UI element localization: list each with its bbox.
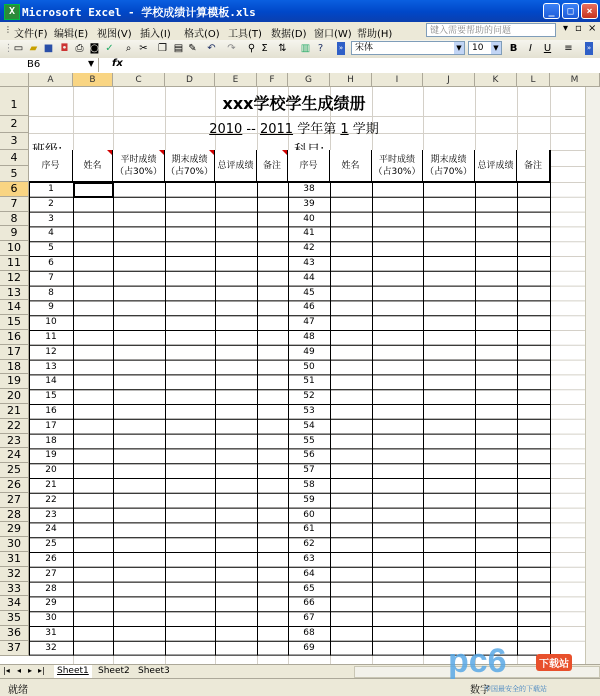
paste-icon[interactable]: ▤ xyxy=(173,43,184,54)
student-number-right[interactable]: 47 xyxy=(303,317,315,328)
row-header-4[interactable]: 4 xyxy=(0,150,29,166)
row-header-35[interactable]: 35 xyxy=(0,611,29,626)
student-number-left[interactable]: 14 xyxy=(45,376,57,387)
menu-format[interactable]: 格式(O) xyxy=(184,29,220,40)
row-header-9[interactable]: 9 xyxy=(0,226,29,241)
row-header-15[interactable]: 15 xyxy=(0,315,29,330)
student-number-left[interactable]: 29 xyxy=(45,598,57,609)
student-number-left[interactable]: 12 xyxy=(45,346,57,357)
student-number-right[interactable]: 59 xyxy=(303,494,315,505)
row-header-26[interactable]: 26 xyxy=(0,478,29,493)
row-header-3[interactable]: 3 xyxy=(0,133,29,150)
student-number-right[interactable]: 44 xyxy=(303,272,315,283)
column-header-l[interactable]: L xyxy=(517,73,550,87)
year-start: 2010 xyxy=(209,122,243,137)
student-number-left[interactable]: 22 xyxy=(45,494,57,505)
student-number-right[interactable]: 50 xyxy=(303,361,315,372)
next-sheet-icon[interactable]: ▸ xyxy=(28,666,33,675)
select-all-corner[interactable] xyxy=(0,73,29,87)
align-left-icon[interactable]: ≡ xyxy=(564,43,573,54)
name-box[interactable] xyxy=(3,58,99,72)
row-header-19[interactable]: 19 xyxy=(0,374,29,389)
student-number-left[interactable]: 11 xyxy=(45,332,57,342)
menu-tools[interactable]: 工具(T) xyxy=(228,29,262,40)
toolbar-options-icon[interactable]: » xyxy=(337,42,345,55)
row-header-27[interactable]: 27 xyxy=(0,493,29,508)
student-number-left[interactable]: 16 xyxy=(45,406,57,416)
row-header-20[interactable]: 20 xyxy=(0,389,29,404)
column-header-a[interactable]: A xyxy=(29,73,73,87)
student-number-left[interactable]: 3 xyxy=(48,213,54,224)
student-number-left[interactable]: 24 xyxy=(45,524,57,535)
student-number-right[interactable]: 49 xyxy=(303,346,315,357)
student-number-left[interactable]: 4 xyxy=(48,228,54,239)
doc-close-icon[interactable]: × xyxy=(588,23,597,34)
row-header-6[interactable]: 6 xyxy=(0,182,29,197)
year-end: 2011 xyxy=(259,122,294,137)
header-cell-e[interactable]: 总评成绩 xyxy=(215,150,257,182)
term-line xyxy=(29,118,559,137)
student-number-right[interactable]: 43 xyxy=(303,258,315,268)
header-cell-b[interactable]: 姓名 xyxy=(73,150,113,182)
student-number-right[interactable]: 55 xyxy=(303,435,315,446)
header-cell-d[interactable]: 期末成绩（占70%） xyxy=(165,150,215,182)
menu-dropdown-icon[interactable]: ▾ xyxy=(563,23,569,34)
font-name-value: 宋体 xyxy=(355,43,374,53)
row-header-23[interactable]: 23 xyxy=(0,434,29,449)
student-number-right[interactable]: 60 xyxy=(303,509,315,520)
student-number-left[interactable]: 15 xyxy=(45,391,57,402)
student-number-left[interactable]: 31 xyxy=(45,628,57,638)
status-ready: 就绪 xyxy=(8,685,28,696)
row-header-34[interactable]: 34 xyxy=(0,596,29,611)
header-cell-l[interactable]: 备注 xyxy=(517,150,550,182)
font-size-select[interactable] xyxy=(468,41,502,55)
row-header-21[interactable]: 21 xyxy=(0,404,29,419)
title-bar xyxy=(0,0,600,22)
header-cell-k[interactable]: 总评成绩 xyxy=(475,150,517,182)
student-number-left[interactable]: 7 xyxy=(48,272,54,283)
student-number-right[interactable]: 38 xyxy=(303,184,315,194)
column-header-f[interactable]: F xyxy=(257,73,288,87)
standard-toolbar xyxy=(0,40,600,59)
chart-wizard-icon[interactable]: ▥ xyxy=(300,43,311,54)
row-header-13[interactable]: 13 xyxy=(0,286,29,301)
spelling-icon[interactable]: ✓ xyxy=(105,43,114,54)
cell-grid[interactable] xyxy=(29,87,600,664)
header-cell-h[interactable]: 姓名 xyxy=(330,150,372,182)
vertical-scrollbar[interactable] xyxy=(585,87,600,664)
column-header-j[interactable]: J xyxy=(423,73,475,87)
sheet-title: xxx学校学生成绩册 xyxy=(222,94,366,113)
column-header-d[interactable]: D xyxy=(165,73,215,87)
student-number-right[interactable]: 48 xyxy=(303,332,315,342)
sort-ascending-icon[interactable]: ⇅ xyxy=(278,43,287,54)
student-number-right[interactable]: 65 xyxy=(303,583,315,594)
student-number-right[interactable]: 68 xyxy=(303,628,315,638)
student-number-right[interactable]: 58 xyxy=(303,480,315,490)
student-number-right[interactable]: 46 xyxy=(303,302,315,313)
function-icon[interactable]: fx xyxy=(112,58,123,69)
header-cell-a[interactable]: 序号 xyxy=(29,150,73,182)
student-number-right[interactable]: 57 xyxy=(303,465,315,476)
row-header-5[interactable]: 5 xyxy=(0,166,29,182)
student-number-right[interactable]: 66 xyxy=(303,598,315,609)
menu-view[interactable]: 视图(V) xyxy=(97,29,132,40)
row-header-7[interactable]: 7 xyxy=(0,197,29,212)
redo-icon[interactable]: ↷ xyxy=(227,43,236,54)
student-number-left[interactable]: 26 xyxy=(45,554,57,564)
last-sheet-icon[interactable]: ▸| xyxy=(38,666,45,675)
student-number-left[interactable]: 6 xyxy=(48,258,54,268)
student-number-left[interactable]: 27 xyxy=(45,568,57,579)
student-number-left[interactable]: 30 xyxy=(45,613,57,624)
cut-icon[interactable]: ✂ xyxy=(139,43,148,54)
student-number-left[interactable]: 23 xyxy=(45,509,57,520)
minimize-button[interactable]: _ xyxy=(543,3,560,19)
permission-icon[interactable]: ◘ xyxy=(60,43,69,54)
prev-sheet-icon[interactable]: ◂ xyxy=(17,666,22,675)
row-header-33[interactable]: 33 xyxy=(0,582,29,597)
student-number-right[interactable]: 51 xyxy=(303,376,315,387)
student-number-left[interactable]: 20 xyxy=(45,465,57,476)
row-header-31[interactable]: 31 xyxy=(0,552,29,567)
selected-cell-b6[interactable] xyxy=(73,182,114,198)
menu-edit[interactable]: 编辑(E) xyxy=(54,29,89,40)
student-number-right[interactable]: 45 xyxy=(303,287,315,298)
watermark-brand: pc6 xyxy=(448,642,507,680)
row-header-25[interactable]: 25 xyxy=(0,463,29,478)
chevron-down-icon[interactable]: ▼ xyxy=(454,42,464,54)
tab-sheet1[interactable]: Sheet1 xyxy=(54,665,92,678)
chevron-down-icon[interactable]: ▼ xyxy=(491,42,501,54)
student-number-left[interactable]: 18 xyxy=(45,435,57,446)
row-header-16[interactable]: 16 xyxy=(0,330,29,345)
column-header-b[interactable]: B xyxy=(73,73,113,87)
student-number-left[interactable]: 28 xyxy=(45,583,57,594)
menu-window[interactable]: 窗口(W) xyxy=(314,29,352,40)
watermark-logo xyxy=(444,642,594,694)
student-number-left[interactable]: 9 xyxy=(48,302,54,313)
row-header-37[interactable]: 37 xyxy=(0,641,29,656)
student-number-left[interactable]: 13 xyxy=(45,361,57,372)
header-cell-c[interactable]: 平时成绩（占30%） xyxy=(113,150,165,182)
student-number-right[interactable]: 40 xyxy=(303,213,315,224)
term-number: 1 xyxy=(340,122,349,137)
student-number-left[interactable]: 32 xyxy=(45,642,57,653)
undo-icon[interactable]: ↶ xyxy=(207,43,216,54)
row-header-29[interactable]: 29 xyxy=(0,522,29,537)
column-header-e[interactable]: E xyxy=(215,73,257,87)
row-header-8[interactable]: 8 xyxy=(0,212,29,227)
first-sheet-icon[interactable]: |◂ xyxy=(3,666,10,675)
maximize-button[interactable]: □ xyxy=(562,3,579,19)
print-preview-icon[interactable]: ◙ xyxy=(89,43,100,54)
year-separator: -- xyxy=(242,122,256,137)
status-mode: 数字 xyxy=(470,685,490,696)
row-header-2[interactable]: 2 xyxy=(0,116,29,133)
student-number-left[interactable]: 1 xyxy=(48,184,54,194)
row-header-12[interactable]: 12 xyxy=(0,271,29,286)
comment-marker-icon[interactable] xyxy=(107,150,112,155)
toolbar-grip-icon: ⋮ xyxy=(3,43,14,54)
format-painter-icon[interactable]: ✎ xyxy=(188,43,197,54)
column-header-m[interactable]: M xyxy=(550,73,600,87)
student-number-left[interactable]: 8 xyxy=(48,287,54,298)
font-size-value: 10 xyxy=(472,43,484,53)
student-number-right[interactable]: 56 xyxy=(303,450,315,461)
student-number-left[interactable]: 2 xyxy=(48,198,54,209)
chevron-down-icon[interactable]: ▼ xyxy=(88,59,95,68)
cell-reference: B6 xyxy=(27,59,41,70)
student-number-right[interactable]: 42 xyxy=(303,243,315,254)
row-header-22[interactable]: 22 xyxy=(0,419,29,434)
research-icon[interactable]: ⌕ xyxy=(125,43,132,54)
watermark-slogan: 中国最安全的下载站 xyxy=(484,685,547,693)
student-number-left[interactable]: 21 xyxy=(45,480,57,490)
student-number-right[interactable]: 54 xyxy=(303,420,315,431)
column-header-h[interactable]: H xyxy=(330,73,372,87)
header-cell-j[interactable]: 期末成绩（占70%） xyxy=(423,150,475,182)
menu-help[interactable]: 帮助(H) xyxy=(357,29,393,40)
student-number-right[interactable]: 62 xyxy=(303,539,315,550)
student-number-right[interactable]: 39 xyxy=(303,198,315,209)
comment-marker-icon[interactable] xyxy=(159,150,164,155)
term-mid: 学年第 xyxy=(297,122,337,137)
save-icon[interactable]: ■ xyxy=(43,43,54,54)
column-header-k[interactable]: K xyxy=(475,73,517,87)
row-header-30[interactable]: 30 xyxy=(0,537,29,552)
row-header-32[interactable]: 32 xyxy=(0,567,29,582)
row-header-28[interactable]: 28 xyxy=(0,508,29,523)
comment-marker-icon[interactable] xyxy=(282,150,287,155)
student-number-right[interactable]: 63 xyxy=(303,554,315,564)
column-header-g[interactable]: G xyxy=(288,73,330,87)
bold-button[interactable]: B xyxy=(509,43,518,54)
row-header-18[interactable]: 18 xyxy=(0,360,29,375)
student-number-left[interactable]: 17 xyxy=(45,420,57,431)
watermark-tag: 下载站 xyxy=(536,654,572,671)
close-button[interactable]: × xyxy=(581,3,598,19)
help-icon[interactable]: ? xyxy=(317,43,324,54)
comment-marker-icon[interactable] xyxy=(209,150,214,155)
help-search-input[interactable]: 键入需要帮助的问题 xyxy=(426,23,556,37)
row-header-24[interactable]: 24 xyxy=(0,448,29,463)
student-number-right[interactable]: 52 xyxy=(303,391,315,402)
excel-app-icon[interactable]: X xyxy=(4,4,20,20)
open-folder-icon[interactable]: ▰ xyxy=(29,43,38,54)
column-header-c[interactable]: C xyxy=(113,73,165,87)
hyperlink-icon[interactable]: ⚲ xyxy=(247,43,256,54)
student-number-right[interactable]: 41 xyxy=(303,228,315,239)
row-header-17[interactable]: 17 xyxy=(0,345,29,360)
row-header-1[interactable]: 1 xyxy=(0,87,29,116)
menu-insert[interactable]: 插入(I) xyxy=(140,29,171,40)
student-number-right[interactable]: 61 xyxy=(303,524,315,535)
header-cell-i[interactable]: 平时成绩（占30%） xyxy=(372,150,423,182)
student-number-right[interactable]: 69 xyxy=(303,642,315,653)
student-number-left[interactable]: 25 xyxy=(45,539,57,550)
copy-icon[interactable]: ❐ xyxy=(158,43,167,54)
print-icon[interactable]: ⎙ xyxy=(75,43,84,54)
student-number-right[interactable]: 53 xyxy=(303,406,315,416)
student-number-right[interactable]: 64 xyxy=(303,568,315,579)
menu-file[interactable]: 文件(F) xyxy=(14,29,48,40)
menu-grip-icon: ⋮ xyxy=(4,25,12,34)
header-cell-g[interactable]: 序号 xyxy=(288,150,330,182)
student-number-left[interactable]: 5 xyxy=(48,243,54,254)
formula-bar xyxy=(0,58,600,74)
column-header-i[interactable]: I xyxy=(372,73,423,87)
row-header-36[interactable]: 36 xyxy=(0,626,29,641)
student-number-left[interactable]: 10 xyxy=(45,317,57,328)
underline-button[interactable]: U xyxy=(543,43,552,54)
italic-button[interactable]: I xyxy=(529,43,532,54)
tab-sheet2[interactable]: Sheet2 xyxy=(98,666,130,676)
tab-sheet3[interactable]: Sheet3 xyxy=(138,666,170,676)
font-name-select[interactable] xyxy=(351,41,465,55)
term-end: 学期 xyxy=(352,122,379,137)
window-title: Microsoft Excel - 学校成绩计算模板.xls xyxy=(22,6,256,19)
new-document-icon[interactable]: ▭ xyxy=(13,43,24,54)
student-number-left[interactable]: 19 xyxy=(45,450,57,461)
row-header-11[interactable]: 11 xyxy=(0,256,29,271)
menu-data[interactable]: 数据(D) xyxy=(271,29,307,40)
doc-restore-icon[interactable]: ▫ xyxy=(575,23,582,34)
worksheet[interactable] xyxy=(0,73,600,664)
student-number-right[interactable]: 67 xyxy=(303,613,315,624)
toolbar-options-icon[interactable]: » xyxy=(585,42,593,55)
menu-bar xyxy=(0,22,600,41)
row-header-14[interactable]: 14 xyxy=(0,300,29,315)
row-header-10[interactable]: 10 xyxy=(0,241,29,256)
autosum-icon[interactable]: Σ xyxy=(261,43,268,54)
header-cell-f[interactable]: 备注 xyxy=(257,150,288,182)
